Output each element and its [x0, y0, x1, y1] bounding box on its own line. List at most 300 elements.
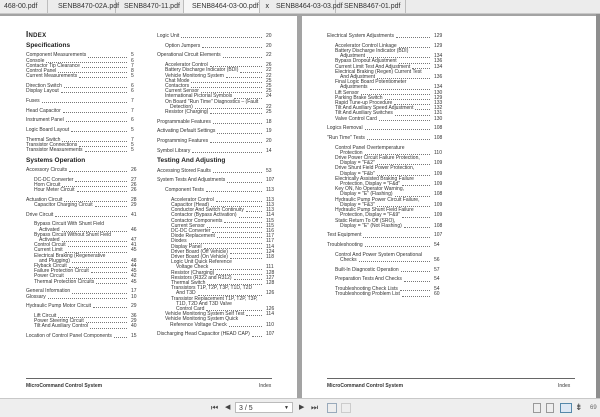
index-entry[interactable] [26, 99, 140, 104]
entry-text: Electrical Braking (Regenerative [34, 252, 106, 259]
entry-text: Preparation Tests And Checks [335, 276, 402, 283]
entry-text: Key ON, No Operator Warning, [335, 186, 405, 193]
page-number: 29 [131, 318, 137, 325]
dot-leader [210, 113, 262, 114]
entry-text: Test Equipment [327, 232, 362, 239]
dot-leader [213, 172, 262, 173]
page-number: 109 [434, 212, 443, 219]
index-group [157, 149, 275, 154]
copy-icon[interactable] [327, 403, 337, 413]
page-number: 114 [266, 212, 274, 219]
entry-text: Current Measurements [26, 73, 78, 80]
page-number: 116 [266, 227, 274, 234]
entry-row [157, 53, 275, 58]
index-entry[interactable] [327, 292, 443, 297]
entry-row [26, 74, 140, 79]
index-entry[interactable] [157, 44, 275, 49]
index-column-3 [327, 34, 443, 302]
entry-text: Thermal Switch [171, 280, 206, 287]
index-group [157, 44, 275, 49]
dot-leader [63, 112, 127, 113]
footer-divider [327, 378, 575, 379]
scrollbar[interactable] [596, 14, 600, 398]
entry-row [26, 99, 140, 104]
entry-row [26, 148, 140, 153]
index-group [157, 139, 275, 144]
index-entry[interactable] [26, 89, 140, 94]
entry-text: Hydraulic Pump Shunt Field Failure [335, 207, 414, 214]
page-number: 20 [266, 138, 272, 145]
entry-text: Troubleshooting Check Lists [335, 286, 398, 293]
page-number: 48 [131, 257, 137, 264]
last-page-button[interactable]: ⏭ [311, 403, 319, 412]
entry-row [26, 213, 140, 218]
index-entry[interactable] [327, 219, 443, 229]
entry-text: Battery Discharge Indicator (BDI) [335, 47, 409, 54]
page-number: 41 [131, 242, 137, 249]
dot-leader [72, 293, 127, 294]
page-number-input[interactable] [235, 402, 293, 413]
dot-leader [79, 77, 127, 78]
entry-text: Vehicle Monitoring System Quick [165, 316, 239, 323]
zoom-level[interactable]: 69 [590, 405, 597, 411]
section-heading: Testing And Adjusting [157, 157, 226, 165]
entry-text: Electrical System Adjustments [327, 33, 394, 39]
index-group [26, 334, 140, 339]
page-number: 54 [434, 276, 440, 283]
page-number: 25 [266, 82, 272, 89]
index-entry[interactable] [26, 188, 140, 193]
chevron-down-icon[interactable]: ▼ [284, 405, 289, 411]
entry-text: Thermal Protection Circuits [34, 278, 95, 285]
entry-text: Direction Switch [26, 82, 62, 89]
index-group [327, 277, 443, 282]
entry-text: Control Panel [26, 68, 57, 75]
dot-leader [216, 201, 262, 202]
entry-text: Flyback Circuit [34, 263, 67, 269]
dot-leader [69, 171, 127, 172]
footer-section: Index [259, 383, 272, 389]
entry-text: Accelerator Control Linkage [335, 42, 397, 49]
entry-row [157, 139, 275, 144]
page-number: 133 [434, 99, 443, 106]
page-number: 136 [434, 73, 443, 80]
page-number: 108 [434, 191, 443, 198]
entry-row [157, 149, 275, 154]
page-number: 115 [266, 222, 274, 229]
dot-leader [363, 237, 430, 238]
page-number: 7 [131, 136, 134, 143]
entry-row [327, 136, 443, 141]
page-number: 115 [266, 217, 274, 224]
index-entry[interactable] [157, 53, 275, 58]
entry-text: Control Circuit [34, 242, 66, 249]
entry-text: Logic Unit Quick Reference [171, 259, 232, 266]
page-number: 56 [434, 257, 440, 264]
entry-row [165, 110, 275, 115]
section-heading: Systems Operation [26, 156, 86, 164]
dot-leader [230, 253, 262, 254]
dot-leader [68, 246, 127, 247]
dot-leader [93, 307, 127, 308]
index-entry[interactable] [157, 34, 275, 39]
index-entry[interactable] [26, 304, 140, 309]
index-group [157, 53, 275, 58]
dot-leader [62, 241, 127, 242]
index-group [327, 146, 443, 229]
index-group [157, 178, 275, 183]
dot-leader [402, 217, 430, 218]
entry-text: Conductor And Switch Continuity [171, 207, 244, 214]
entry-text: Resistors (R322 and R312) [171, 274, 232, 281]
entry-row [34, 324, 140, 329]
entry-row [157, 332, 275, 337]
page-number: 7 [131, 62, 134, 69]
tab-label: SENB8470-11.pdf [124, 3, 180, 10]
index-group [26, 314, 140, 330]
fit-width-icon[interactable]: ⇟ [575, 402, 583, 412]
dot-leader [72, 262, 127, 263]
close-tab-icon[interactable]: x [265, 3, 269, 10]
dot-leader [212, 232, 262, 233]
page-number: 107 [266, 177, 275, 184]
entry-text: System Tests And Adjustments [157, 177, 226, 184]
page-number: 19 [266, 128, 272, 135]
index-entry[interactable] [157, 188, 275, 193]
page-number: 25 [266, 108, 272, 115]
index-entry[interactable] [327, 136, 443, 141]
index-group [26, 198, 140, 208]
index-entry[interactable] [327, 126, 443, 131]
page-number: 20 [266, 33, 272, 39]
dot-leader [365, 129, 430, 130]
entry-text: Display = "F&3" [340, 201, 375, 208]
page-number: 127 [266, 274, 275, 281]
entry-text: Electrical Braking (Regen) Current Test [335, 68, 422, 75]
index-entry[interactable] [327, 208, 443, 218]
page-title: Index [26, 30, 47, 39]
entry-row [26, 304, 140, 309]
page-number: 6 [131, 57, 134, 64]
two-page-view-icon[interactable] [560, 403, 572, 413]
index-entry[interactable] [157, 139, 275, 144]
dot-leader [229, 326, 262, 327]
dot-leader [90, 328, 127, 329]
entry-text: Capacitor Charging Circuit [34, 201, 93, 208]
index-group [26, 99, 140, 104]
page-number: 22 [266, 72, 272, 79]
index-group [26, 128, 140, 133]
entry-text: Contactor (Bypass Activation) [171, 212, 237, 219]
dot-leader [402, 185, 430, 186]
page-number: 26 [131, 166, 137, 173]
page-number: 5 [131, 147, 134, 154]
page-number: 5 [131, 52, 134, 59]
dot-leader [77, 191, 127, 192]
index-group [26, 222, 140, 284]
dot-leader [55, 216, 127, 217]
index-entry[interactable] [157, 178, 275, 183]
entry-text: Discharging Head Capacitor (HEAD CAP) [157, 331, 250, 338]
index-entry[interactable] [327, 253, 443, 263]
index-group [26, 53, 140, 79]
single-page-view-icon[interactable] [533, 403, 541, 413]
entry-text: DC-DC Converter [34, 176, 74, 183]
page-number: 130 [434, 115, 443, 122]
entry-text: Activating Default Settings [157, 128, 216, 135]
dot-leader [85, 151, 128, 152]
next-page-button[interactable]: ▶ [299, 404, 305, 411]
page-number: 24 [266, 93, 272, 100]
page-number: 128 [266, 269, 275, 276]
entry-text: Driver Board (On Vehicle) [171, 254, 228, 260]
page-number: 25 [266, 88, 272, 95]
entry-text: Transistor Connections [26, 141, 78, 148]
index-group [26, 304, 140, 309]
dot-leader [230, 258, 262, 259]
index-entry[interactable] [327, 80, 443, 90]
index-group [26, 84, 140, 94]
index-entry[interactable] [26, 168, 140, 173]
entry-text: Hour Meter Circuit [34, 187, 75, 194]
index-entry[interactable] [157, 169, 275, 174]
index-column-1 [26, 30, 140, 344]
page-number: 118 [266, 254, 274, 260]
entry-row [26, 109, 140, 114]
dot-leader [402, 296, 430, 297]
index-entry[interactable] [26, 203, 140, 208]
page-number: 109 [434, 160, 443, 167]
dot-leader [210, 269, 262, 270]
entry-text: Console [26, 57, 45, 64]
dot-leader [181, 37, 262, 38]
index-entry[interactable] [26, 74, 140, 79]
page-number: 5 [131, 73, 134, 80]
entry-text: Tilt And Auxiliary Control [34, 323, 89, 330]
index-entry[interactable] [327, 268, 443, 273]
dot-leader [64, 87, 127, 88]
dot-leader [379, 120, 430, 121]
page-number: 129 [434, 33, 443, 39]
index-group [26, 168, 140, 173]
index-entry[interactable] [157, 317, 275, 327]
index-entry[interactable] [157, 110, 275, 115]
index-group [327, 233, 443, 238]
index-group [327, 126, 443, 131]
index-entry[interactable] [157, 129, 275, 134]
index-group [26, 118, 140, 123]
page-number: 131 [434, 110, 443, 117]
index-entry[interactable] [26, 295, 140, 300]
index-entry[interactable] [157, 297, 275, 313]
page-number: 111 [266, 264, 274, 271]
page-number: 29 [131, 303, 137, 310]
dot-leader [370, 89, 430, 90]
dot-leader [207, 227, 262, 228]
entry-row [26, 89, 140, 94]
page-number: 132 [434, 105, 443, 112]
page-number: 20 [266, 42, 272, 49]
entry-text: "Run Time" Tests [327, 134, 365, 141]
entry-text: Instrument Panel [26, 117, 64, 124]
entry-text: Activated [39, 236, 60, 243]
pdf-page-left [0, 16, 297, 398]
index-entry[interactable] [157, 332, 275, 337]
tab-label: SENB8464-03-00.pdf [192, 3, 259, 10]
entry-text: Protection [340, 149, 363, 156]
page-number: 41 [131, 211, 137, 218]
entry-text: Hydraulic Pump Motor Circuit [26, 303, 92, 310]
entry-text: Control Panel Overtemperature [335, 144, 405, 151]
entry-row [327, 126, 443, 131]
dot-leader [359, 261, 430, 262]
page-number: 108 [434, 125, 443, 132]
entry-row [335, 224, 443, 229]
dot-leader [223, 57, 262, 58]
dot-leader [95, 206, 127, 207]
index-entry[interactable] [327, 34, 443, 39]
first-page-button[interactable]: ⏮ [211, 403, 219, 412]
dot-leader [114, 337, 127, 338]
page-number: 107 [434, 232, 443, 239]
entry-text: Transistor Replacement T1P, T2P, T3P, [171, 295, 258, 302]
dot-leader [401, 271, 430, 272]
entry-text: Current Sensor [171, 222, 205, 229]
index-group [157, 198, 275, 328]
index-entry[interactable] [26, 128, 140, 133]
entry-text: Parking Brake Switch [335, 94, 383, 101]
paste-icon[interactable] [341, 403, 351, 413]
index-group [26, 213, 140, 218]
continuous-view-icon[interactable] [546, 403, 554, 413]
page-number: 45 [131, 268, 137, 275]
page-number: 108 [434, 134, 443, 141]
dot-leader [217, 237, 262, 238]
tab-pdf-2[interactable] [50, 0, 120, 13]
entry-text: Power Circuit [34, 273, 64, 280]
entry-text: Contactor Components [171, 217, 223, 224]
entry-text: Checks [340, 257, 357, 264]
tab-pdf-5[interactable] [265, 0, 343, 13]
index-entry[interactable] [26, 118, 140, 123]
footer-divider [26, 378, 272, 379]
entry-row [26, 118, 140, 123]
pdf-page-right [302, 16, 596, 398]
index-entry[interactable] [327, 233, 443, 238]
dot-leader [224, 222, 262, 223]
dot-leader [404, 281, 430, 282]
entry-row [26, 168, 140, 173]
dot-leader [239, 217, 262, 218]
page-number: 7 [131, 97, 134, 104]
dot-leader [191, 82, 262, 83]
page-number: 114 [266, 311, 274, 318]
entry-text: Glossary [26, 293, 46, 300]
page-number: 129 [434, 94, 443, 101]
index-group [157, 120, 275, 125]
index-group [327, 268, 443, 273]
entry-row [165, 323, 275, 328]
index-entry[interactable] [26, 334, 140, 339]
entry-text: Contactor Tip Clearance [26, 62, 80, 69]
index-entry[interactable] [26, 324, 140, 329]
index-entry[interactable] [26, 109, 140, 114]
entry-row [335, 117, 443, 122]
entry-text: Diode Replacement [171, 233, 215, 240]
tab-pdf-active[interactable] [184, 0, 269, 13]
entry-text: Accelerator Control [171, 196, 214, 203]
page-number: 57 [434, 266, 440, 273]
entry-text: Resistor (Charging) [171, 269, 215, 276]
entry-text: General Information [26, 288, 71, 295]
entry-row [157, 169, 275, 174]
page-number: 26 [131, 181, 137, 188]
entry-text: Display Panel [171, 243, 202, 250]
page-number: 22 [266, 67, 272, 74]
entry-text: Display = "F&b" [340, 170, 375, 177]
page-number: 40 [131, 323, 137, 330]
index-entry[interactable] [26, 213, 140, 218]
entry-text: Actuation Circuit [26, 196, 63, 203]
page-number: 134 [434, 84, 443, 91]
entry-row [26, 334, 140, 339]
dot-leader [213, 123, 262, 124]
tab-label: 468-00.pdf [4, 3, 38, 10]
dot-leader [252, 336, 262, 337]
index-entry[interactable] [327, 243, 443, 248]
index-entry[interactable] [327, 117, 443, 122]
entry-row [26, 128, 140, 133]
page-number: 8 [131, 68, 134, 75]
entry-text: And Adjustment [340, 73, 376, 80]
index-group [157, 188, 275, 193]
index-entry[interactable] [157, 120, 275, 125]
page-number: 134 [434, 63, 443, 70]
entry-text: Driver Board (Off Vehicle) [171, 248, 228, 255]
page-number: 10 [131, 293, 137, 300]
entry-text: Current Sensor [165, 88, 199, 95]
tab-pdf-1[interactable] [0, 0, 48, 13]
tab-pdf-3[interactable] [116, 0, 184, 13]
dot-leader [404, 227, 430, 228]
page-number: 109 [434, 170, 443, 177]
dot-leader [202, 47, 262, 48]
index-entry[interactable] [327, 277, 443, 282]
tab-pdf-6[interactable] [336, 0, 406, 13]
index-entry[interactable] [26, 280, 140, 285]
entry-row [34, 203, 140, 208]
page-number: 6 [131, 117, 134, 124]
prev-page-button[interactable]: ◀ [225, 404, 231, 411]
entry-row [34, 188, 140, 193]
page-number: 25 [266, 77, 272, 84]
entry-row [327, 243, 443, 248]
dot-leader [61, 92, 127, 93]
page-number: 113 [266, 207, 274, 214]
index-group [327, 243, 443, 248]
index-entry[interactable] [157, 149, 275, 154]
dot-leader [191, 87, 262, 88]
entry-text: Rapid Tune-up Procedure [335, 99, 393, 106]
page-number: 117 [266, 233, 274, 240]
entry-text: Built-In Diagnostic Operation [335, 266, 399, 273]
tab-label: SENB8470-02A.pdf [58, 3, 120, 10]
entry-text: Symbol Library [157, 147, 191, 154]
index-entry[interactable] [26, 148, 140, 153]
dot-leader [75, 181, 127, 182]
dot-leader [206, 191, 262, 192]
page-number: 45 [131, 278, 137, 285]
